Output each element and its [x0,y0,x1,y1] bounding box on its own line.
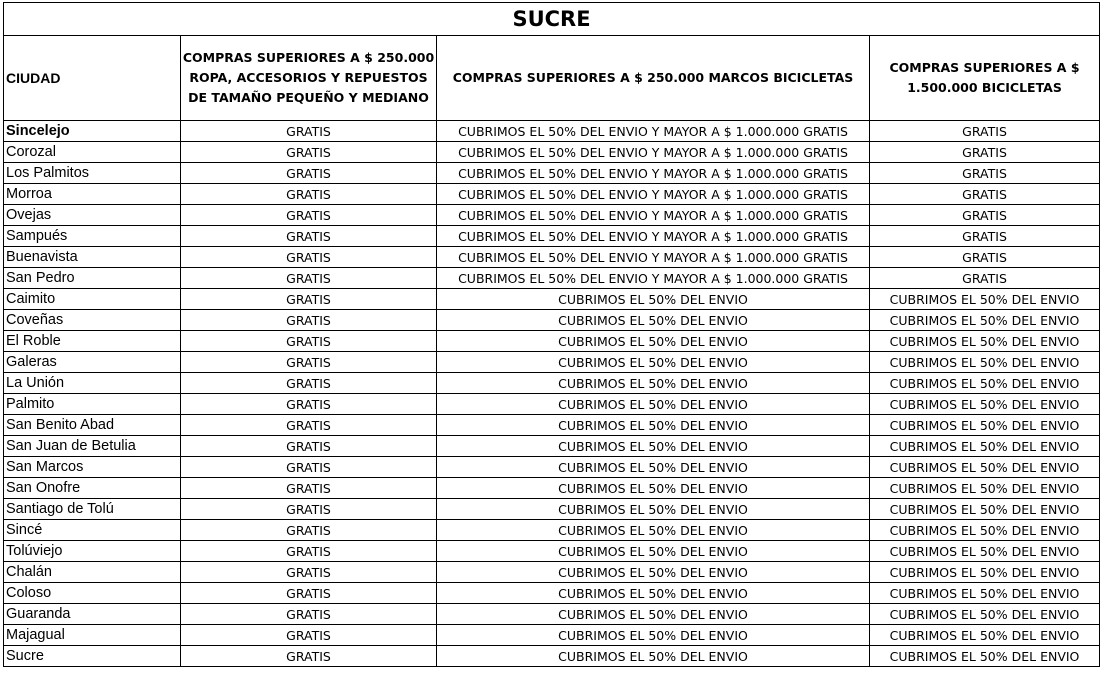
bike-frames-cell: CUBRIMOS EL 50% DEL ENVIO [437,331,870,352]
small-items-cell: GRATIS [181,373,437,394]
table-row [4,478,1100,499]
bicycles-cell: GRATIS [870,163,1100,184]
bike-frames-cell: CUBRIMOS EL 50% DEL ENVIO [437,541,870,562]
city-cell: Morroa [4,184,181,205]
table-row [4,436,1100,457]
table-row [4,499,1100,520]
bike-frames-cell: CUBRIMOS EL 50% DEL ENVIO [437,289,870,310]
table-title: SUCRE [4,3,1100,36]
bike-frames-cell: CUBRIMOS EL 50% DEL ENVIO Y MAYOR A $ 1.000.000 GRATIS [437,205,870,226]
city-cell: San Marcos [4,457,181,478]
small-items-cell: GRATIS [181,562,437,583]
bicycles-cell: CUBRIMOS EL 50% DEL ENVIO [870,583,1100,604]
small-items-cell: GRATIS [181,604,437,625]
small-items-cell: GRATIS [181,121,437,142]
bicycles-cell: GRATIS [870,184,1100,205]
header-bicycles: COMPRAS SUPERIORES A $ 1.500.000 BICICLETAS [870,36,1100,121]
bike-frames-cell: CUBRIMOS EL 50% DEL ENVIO [437,373,870,394]
bicycles-cell: CUBRIMOS EL 50% DEL ENVIO [870,310,1100,331]
header-bike-frames: COMPRAS SUPERIORES A $ 250.000 MARCOS BICICLETAS [437,36,870,121]
bicycles-cell: GRATIS [870,142,1100,163]
table-row [4,457,1100,478]
city-cell: Sincé [4,520,181,541]
city-cell: Sampués [4,226,181,247]
city-cell: Sincelejo [4,121,181,142]
bike-frames-cell: CUBRIMOS EL 50% DEL ENVIO Y MAYOR A $ 1.000.000 GRATIS [437,121,870,142]
bicycles-cell: GRATIS [870,268,1100,289]
bicycles-cell: CUBRIMOS EL 50% DEL ENVIO [870,289,1100,310]
small-items-cell: GRATIS [181,226,437,247]
bicycles-cell: CUBRIMOS EL 50% DEL ENVIO [870,394,1100,415]
table-row [4,520,1100,541]
table-row [4,562,1100,583]
bicycles-cell: CUBRIMOS EL 50% DEL ENVIO [870,562,1100,583]
city-cell: Santiago de Tolú [4,499,181,520]
table-row [4,331,1100,352]
city-cell: Corozal [4,142,181,163]
city-cell: Palmito [4,394,181,415]
bike-frames-cell: CUBRIMOS EL 50% DEL ENVIO Y MAYOR A $ 1.000.000 GRATIS [437,247,870,268]
bicycles-cell: CUBRIMOS EL 50% DEL ENVIO [870,415,1100,436]
table-row [4,352,1100,373]
small-items-cell: GRATIS [181,457,437,478]
table-row [4,394,1100,415]
bike-frames-cell: CUBRIMOS EL 50% DEL ENVIO [437,646,870,667]
header-city: CIUDAD [4,36,181,121]
city-cell: Majagual [4,625,181,646]
table-row [4,415,1100,436]
small-items-cell: GRATIS [181,583,437,604]
table-row [4,646,1100,667]
city-cell: Coloso [4,583,181,604]
small-items-cell: GRATIS [181,520,437,541]
table-row [4,142,1100,163]
small-items-cell: GRATIS [181,625,437,646]
bike-frames-cell: CUBRIMOS EL 50% DEL ENVIO [437,520,870,541]
city-cell: Galeras [4,352,181,373]
small-items-cell: GRATIS [181,541,437,562]
small-items-cell: GRATIS [181,499,437,520]
title-row [4,3,1100,36]
small-items-cell: GRATIS [181,436,437,457]
small-items-cell: GRATIS [181,163,437,184]
city-cell: Caimito [4,289,181,310]
table-row [4,541,1100,562]
small-items-cell: GRATIS [181,310,437,331]
bicycles-cell: CUBRIMOS EL 50% DEL ENVIO [870,604,1100,625]
small-items-cell: GRATIS [181,331,437,352]
table-row [4,205,1100,226]
small-items-cell: GRATIS [181,205,437,226]
bicycles-cell: CUBRIMOS EL 50% DEL ENVIO [870,520,1100,541]
bike-frames-cell: CUBRIMOS EL 50% DEL ENVIO Y MAYOR A $ 1.000.000 GRATIS [437,163,870,184]
table-row [4,226,1100,247]
bike-frames-cell: CUBRIMOS EL 50% DEL ENVIO Y MAYOR A $ 1.000.000 GRATIS [437,268,870,289]
header-small-items: COMPRAS SUPERIORES A $ 250.000 ROPA, ACCESORIOS Y REPUESTOS DE TAMAÑO PEQUEÑO Y MEDIANO [181,36,437,121]
bike-frames-cell: CUBRIMOS EL 50% DEL ENVIO Y MAYOR A $ 1.000.000 GRATIS [437,226,870,247]
bicycles-cell: CUBRIMOS EL 50% DEL ENVIO [870,457,1100,478]
bicycles-cell: GRATIS [870,247,1100,268]
city-cell: Guaranda [4,604,181,625]
bike-frames-cell: CUBRIMOS EL 50% DEL ENVIO [437,415,870,436]
small-items-cell: GRATIS [181,478,437,499]
small-items-cell: GRATIS [181,184,437,205]
bike-frames-cell: CUBRIMOS EL 50% DEL ENVIO [437,562,870,583]
bicycles-cell: CUBRIMOS EL 50% DEL ENVIO [870,478,1100,499]
bike-frames-cell: CUBRIMOS EL 50% DEL ENVIO [437,457,870,478]
city-cell: San Pedro [4,268,181,289]
city-cell: Los Palmitos [4,163,181,184]
bike-frames-cell: CUBRIMOS EL 50% DEL ENVIO [437,352,870,373]
table-row [4,625,1100,646]
small-items-cell: GRATIS [181,142,437,163]
city-cell: San Juan de Betulia [4,436,181,457]
bike-frames-cell: CUBRIMOS EL 50% DEL ENVIO [437,394,870,415]
table-row [4,583,1100,604]
small-items-cell: GRATIS [181,352,437,373]
shipping-table [3,2,1100,667]
city-cell: La Unión [4,373,181,394]
city-cell: San Benito Abad [4,415,181,436]
small-items-cell: GRATIS [181,289,437,310]
city-cell: Coveñas [4,310,181,331]
small-items-cell: GRATIS [181,268,437,289]
small-items-cell: GRATIS [181,394,437,415]
bike-frames-cell: CUBRIMOS EL 50% DEL ENVIO [437,625,870,646]
table-row [4,247,1100,268]
bicycles-cell: CUBRIMOS EL 50% DEL ENVIO [870,625,1100,646]
city-cell: Ovejas [4,205,181,226]
bike-frames-cell: CUBRIMOS EL 50% DEL ENVIO [437,583,870,604]
table-row [4,268,1100,289]
city-cell: Chalán [4,562,181,583]
bicycles-cell: CUBRIMOS EL 50% DEL ENVIO [870,436,1100,457]
bike-frames-cell: CUBRIMOS EL 50% DEL ENVIO Y MAYOR A $ 1.000.000 GRATIS [437,142,870,163]
city-cell: San Onofre [4,478,181,499]
small-items-cell: GRATIS [181,247,437,268]
city-cell: El Roble [4,331,181,352]
small-items-cell: GRATIS [181,415,437,436]
bike-frames-cell: CUBRIMOS EL 50% DEL ENVIO [437,604,870,625]
table-row [4,373,1100,394]
table-row [4,163,1100,184]
bicycles-cell: CUBRIMOS EL 50% DEL ENVIO [870,331,1100,352]
city-cell: Tolúviejo [4,541,181,562]
table-row [4,310,1100,331]
bike-frames-cell: CUBRIMOS EL 50% DEL ENVIO Y MAYOR A $ 1.000.000 GRATIS [437,184,870,205]
bicycles-cell: CUBRIMOS EL 50% DEL ENVIO [870,499,1100,520]
table-row [4,184,1100,205]
bicycles-cell: CUBRIMOS EL 50% DEL ENVIO [870,646,1100,667]
bicycles-cell: GRATIS [870,205,1100,226]
table-row [4,604,1100,625]
bicycles-cell: CUBRIMOS EL 50% DEL ENVIO [870,541,1100,562]
bicycles-cell: GRATIS [870,121,1100,142]
bike-frames-cell: CUBRIMOS EL 50% DEL ENVIO [437,499,870,520]
city-cell: Buenavista [4,247,181,268]
bike-frames-cell: CUBRIMOS EL 50% DEL ENVIO [437,478,870,499]
header-row [4,36,1100,121]
bicycles-cell: GRATIS [870,226,1100,247]
bike-frames-cell: CUBRIMOS EL 50% DEL ENVIO [437,310,870,331]
bike-frames-cell: CUBRIMOS EL 50% DEL ENVIO [437,436,870,457]
table-row [4,289,1100,310]
bicycles-cell: CUBRIMOS EL 50% DEL ENVIO [870,373,1100,394]
small-items-cell: GRATIS [181,646,437,667]
table-row [4,121,1100,142]
city-cell: Sucre [4,646,181,667]
table-body [4,121,1100,667]
bicycles-cell: CUBRIMOS EL 50% DEL ENVIO [870,352,1100,373]
